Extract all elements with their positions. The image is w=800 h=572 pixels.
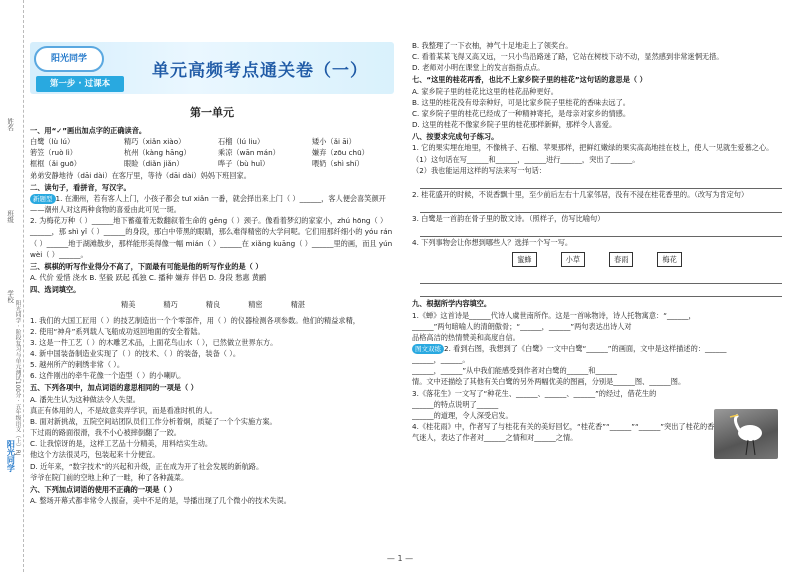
- question-text: 1. 它的果实埋在地里，不像桃子、石榴、苹果那样，把鲜红嫩绿的果实高高地挂在枝上，使人一见就生爱慕之心。: [412, 143, 774, 153]
- question-text: 1. 在潮州，若有客人上门，小孩子都会 tuī xiǎn 一番，就会择出来上门（ ）______，客人便会喜笑颜开——潮州人对这两种食物的喜爱由此可见一斑。: [30, 193, 386, 215]
- question-text: 他这个方法很灵巧，包装起来十分便宜。: [30, 450, 160, 460]
- question-text: ______的特点说明了______: [412, 399, 499, 409]
- question-line: [412, 86, 782, 97]
- pinyin-item[interactable]: 眼睑（diǎn jiǎn）: [124, 159, 184, 169]
- question-text: 2. 看到右图，我想到了《白鹭》一文中白鹭“______”的画面，文中是这样描述的：______: [444, 343, 727, 353]
- pinyin-row: [30, 136, 396, 147]
- section-heading: 九、根据所学内容填空。: [412, 299, 492, 309]
- logo: 阳光同学: [34, 46, 104, 72]
- section-heading: 二、读句子，看拼音，写汉字。: [30, 182, 131, 192]
- question-text: 1.《蝉》这首诗是______代诗人虞世南所作。这是一首咏物诗，诗人托物寓意：“______，: [412, 310, 696, 320]
- question-text: 2. 使用“神舟”系列载人飞船成功返回地面的安全着陆。: [30, 326, 205, 336]
- word-option: 精美: [121, 300, 136, 310]
- question-line: [412, 213, 782, 224]
- choice-box[interactable]: 春雨: [609, 252, 633, 267]
- question-text: 2. 桂花盛开的时候，不说香飘十里，至少前后左右十几家邻居，没有不浸在桂花香里的。（改写为肯定句）: [412, 189, 749, 199]
- question-text: 下过雨的路面很滑，我不小心被摔倒翻了一跤。: [30, 428, 181, 438]
- egret-image: [714, 409, 778, 459]
- choice-box[interactable]: 梅花: [657, 252, 681, 267]
- pinyin-item[interactable]: 哗子（bù huǐ）: [218, 159, 270, 169]
- question-line: [30, 193, 396, 215]
- question-text: ______，______”从中我们能感受到作者对白鹭的______和______: [412, 366, 617, 376]
- binding-strip: [0, 0, 24, 572]
- question-text: D. 老师对小明在课堂上的发言指指点点。: [412, 63, 545, 73]
- question-line: [412, 354, 782, 365]
- pinyin-row: [30, 158, 396, 169]
- question-line: [412, 165, 782, 176]
- question-text: 真正有体用的人，不是故意卖弄学识，而是看准时机的人。: [30, 405, 217, 415]
- question-line: [412, 108, 782, 119]
- pinyin-item[interactable]: 矮小（ǎi āi）: [312, 137, 356, 147]
- question-line: [412, 310, 782, 321]
- series-label: 阳光同学 · 阶段复习与单元测试100分 · 五年级语文（上）RJ: [13, 300, 20, 456]
- question-line: [30, 472, 396, 483]
- question-text: D. 近年来，“数字技术”的兴起和升级，正在成为开了社会发展的新航路。: [30, 461, 264, 471]
- answer-line[interactable]: [420, 224, 782, 237]
- answer-line[interactable]: [420, 176, 782, 189]
- section-heading: 五、下列各项中，加点词语的意思相同的一项是（ ）: [30, 383, 198, 393]
- right-column: [412, 40, 782, 443]
- question-text: C. 让我惊讶的是，这样工艺品十分精美，用料结实生动。: [30, 439, 213, 449]
- word-option: 精湛: [290, 300, 305, 310]
- left-column: [30, 124, 396, 506]
- question-text: 3. 白鹭是一首韵在骨子里的散文诗。（照样子，仿写比喻句）: [412, 214, 605, 224]
- question-line: [412, 376, 782, 387]
- section-heading: 三、棋棋的听写作业得分不高了，下面最有可能是他的听写作业的是（ ）: [30, 261, 263, 271]
- question-line: [30, 348, 396, 359]
- word-option: 精巧: [163, 300, 178, 310]
- question-tag: 新题型: [30, 194, 56, 204]
- question-line: [412, 189, 782, 200]
- word-option: 精良: [205, 300, 221, 310]
- question-line: [30, 495, 396, 506]
- question-line: [30, 438, 396, 449]
- pinyin-item[interactable]: 喂奶（shì shí）: [312, 159, 364, 169]
- pinyin-item[interactable]: 箬笠（ruò lì）: [30, 148, 77, 158]
- question-text: ______”两句暗喻人的清朗傲骨；“______，______”两句表达出诗人对: [412, 321, 632, 331]
- question-line: [30, 215, 396, 260]
- question-line: [30, 405, 396, 416]
- question-text: A. 代价 爱惜 浇水 B. 坚毅 跃起 孤独 C. 播种 嫌弃 伴侣 D. 身段 愁惠 黄鹂: [30, 273, 267, 283]
- question-line: [412, 119, 782, 130]
- answer-line[interactable]: [420, 271, 782, 284]
- question-line: [30, 272, 396, 283]
- class-label: 班级: [6, 210, 15, 223]
- question-text: （1）这句话在写______和______，______进行______，突出了______。: [412, 154, 640, 164]
- pinyin-item[interactable]: 乘凉（wān mán）: [218, 148, 280, 158]
- question-line: [412, 142, 782, 153]
- school-label: 学校: [6, 290, 15, 303]
- name-label: 姓名: [6, 118, 15, 131]
- question-text: B. 我整理了一下衣柚，神气十足地走上了领奖台。: [412, 41, 573, 50]
- question-text: A. 家乡院子里的桂花比这里的桂花品种更好。: [412, 86, 558, 96]
- question-text: B. 面对新挑战，五院空间站团队员们工作分析着炯，质疑了一个个实施方案。: [30, 416, 277, 426]
- question-line: [412, 62, 782, 73]
- question-line: [30, 461, 396, 472]
- section-heading: 八、按要求完成句子练习。: [412, 132, 499, 142]
- question-text: ______的道理，令人深受启发。: [412, 410, 513, 420]
- question-line: [412, 365, 782, 376]
- pinyin-item[interactable]: 精巧（xiǎn xiào）: [124, 137, 186, 147]
- question-line: [30, 370, 396, 381]
- question-text: 爷爷在院门前的空地上种了一畦，种了各种蔬菜。: [30, 472, 189, 482]
- pinyin-item[interactable]: 杭州（kàng hāng）: [124, 148, 191, 158]
- question-text: 1. 我们的大国工匠用（ ）的技艺制造出一个个零部件，用（ ）的仪器检测各项参数。他们的精益求精，: [30, 315, 360, 325]
- question-line: [412, 154, 782, 165]
- answer-line[interactable]: [420, 284, 782, 297]
- question-line: [412, 51, 782, 62]
- question-line: [412, 321, 782, 332]
- question-line: [412, 343, 782, 354]
- brand-label: 阳光同学: [6, 440, 16, 472]
- question-text: 情。文中还描绘了其他有关白鹭的另外两幅优美的图画，分别是______图、______图。: [412, 377, 686, 387]
- question-line: [30, 315, 396, 326]
- question-text: 5. 越州所产的刺绣非常（ ）。: [30, 360, 125, 370]
- page-title: 单元高频考点通关卷（一）: [152, 61, 368, 81]
- question-text: 品格高洁的热情赞美和高度自信。: [412, 332, 520, 342]
- question-text: 气迷人，表达了作者对______之情和对______之情。: [412, 433, 578, 443]
- step-badge: 第一步 · 过课本: [36, 76, 124, 92]
- question-text: 4. 新中国装备制造业实现了（ ）的技术、（ ）的装备，装备（ ）。: [30, 348, 241, 358]
- choice-box[interactable]: 小草: [561, 252, 585, 267]
- pinyin-item[interactable]: 框框（ǎi guō）: [30, 159, 81, 169]
- question-text: A. 整场开幕式都非常令人振奋，美中不足的是，导播出现了几个微小的技术失误。: [30, 496, 291, 505]
- question-text: A. 潘先生认为这种做法令人失望。: [30, 394, 140, 404]
- question-line: [30, 337, 396, 348]
- pinyin-item[interactable]: 嫌弃（zōu chū）: [312, 148, 369, 158]
- question-line: [412, 237, 782, 248]
- section-heading: 一、用“✓”画出加点字的正确读音。: [30, 126, 147, 135]
- question-line: [412, 332, 782, 343]
- page-number: — 1 —: [386, 554, 414, 563]
- question-text: 弟弟安静地待（dāi dài）在客厅里，等待（dāi dài）妈妈下班回家。: [30, 170, 251, 180]
- word-option: 精密: [248, 300, 263, 310]
- question-text: C. 看着某某飞得又高又远，一只小鸟沿路迷了路，它站在树枝下动不动，显然感到非常迷惘无措。: [412, 52, 724, 62]
- question-text: ______，______。: [412, 355, 470, 365]
- word-bank: [30, 299, 396, 310]
- question-text: C. 家乡院子里的桂花已经成了一种精神寄托，是母亲对家乡的情感。: [412, 108, 631, 118]
- question-line: [30, 427, 396, 438]
- choice-box[interactable]: 蜜蜂: [512, 252, 536, 267]
- section-heading: 七、“这里的桂花再香，也比不上家乡院子里的桂花”这句话的意思是（ ）: [412, 75, 647, 85]
- question-text: D. 这里的桂花不像家乡院子里的桂花那样新鲜，那样令人喜爱。: [412, 120, 617, 130]
- pinyin-item[interactable]: 石榴（lú liu）: [218, 137, 265, 147]
- question-text: 3.《落花生》一文写了“种花生、______、______、______”的经过，借花生的: [412, 388, 657, 398]
- question-text: （2）我也能运用这样的写法来写一句话：: [412, 165, 546, 175]
- unit-title: 第一单元: [190, 106, 234, 119]
- question-text: 2. 为梅花万种（ ）______地下蓄蕴着无数翻叙着生命的 gěng（ ）颈子。像看着梦幻的家家小，zhú hōng（ ）______，那 shì yǐ（ ）______的身段，那白中带黑的眼睛，那么难得精密的大学问呢。它们用那纤细小的 yóu rán（ ）______地于湖滩散步，那样能形美得像一幅 mián（ ）______在 xiǎng kuāng（ ）______里的画，而且 yún wèi（ ）______。: [30, 216, 393, 259]
- question-line: [30, 416, 396, 427]
- egret-icon: [714, 409, 778, 459]
- answer-line[interactable]: [420, 200, 782, 213]
- question-line: [412, 388, 782, 399]
- question-line: [30, 359, 396, 370]
- question-text: 4.《桂花雨》中，作者写了与桂花有关的美好回忆，“桂花香”“______”“______”突出了桂花的香: [412, 422, 715, 432]
- question-text: 4. 下列事物会让你想到哪些人？选择一个写一写。: [412, 238, 573, 248]
- section-heading: 四、选词填空。: [30, 285, 81, 295]
- question-line: [30, 326, 396, 337]
- pinyin-item[interactable]: 白鹭（lù lú）: [30, 137, 75, 147]
- section-heading: 六、下列加点词语的使用不正确的一项是（ ）: [30, 484, 177, 494]
- question-line: [30, 394, 396, 405]
- question-line: [30, 449, 396, 460]
- question-text: B. 这里的桂花没有母亲种好，可是比家乡院子里桂花的香味去远了。: [412, 97, 630, 107]
- question-line: [412, 97, 782, 108]
- question-line: [30, 170, 396, 181]
- question-text: 6. 这件刚出的牵牛花像一个造型（ ）的小喇叭。: [30, 371, 186, 381]
- question-line: [412, 40, 782, 51]
- question-text: 3. 这是一件工艺（ ）的木雕艺术品，上面花鸟山水（ ），已然做立世界东方。: [30, 337, 278, 347]
- question-tag: 图文双练: [412, 344, 444, 354]
- choice-boxes: [412, 252, 782, 267]
- pinyin-row: [30, 147, 396, 158]
